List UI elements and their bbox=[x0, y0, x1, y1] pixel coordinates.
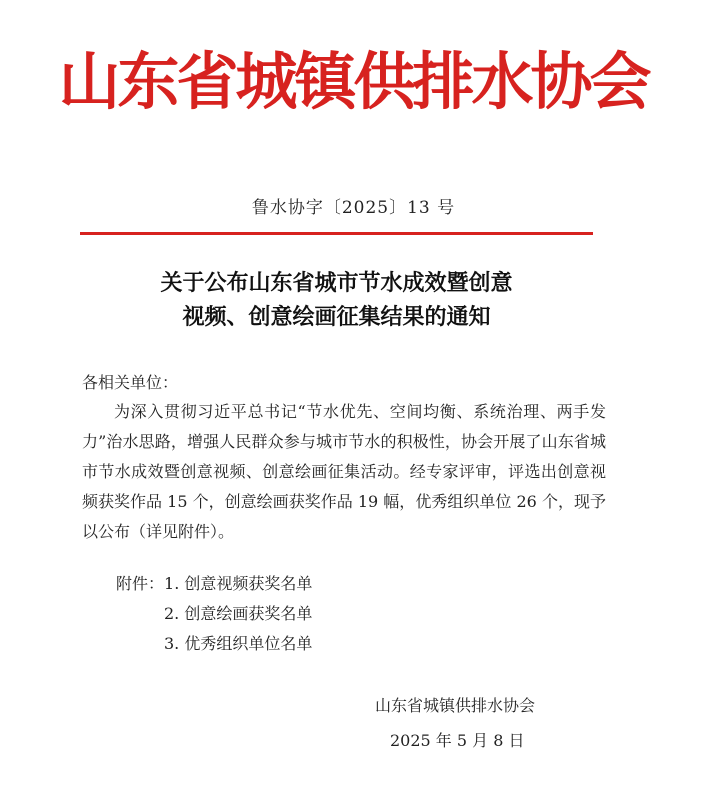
title-line-2: 视频、创意绘画征集结果的通知 bbox=[182, 304, 491, 330]
signature-date: 2025 年 5 月 8 日 bbox=[390, 731, 525, 750]
attachments-list bbox=[116, 569, 312, 659]
body-paragraph: 为深入贯彻习近平总书记“节水优先、空间均衡、系统治理、两手发力”治水思路，增强人民群众参与城市节水的积极性，协会开展了山东省城市节水成效暨创意视频、创意绘画征集活动。经专家评审，评选出创意视频获奖作品 15 个，创意绘画获奖作品 19 幅，优秀组织单位 26 个，现予以公布（详见附件）。 bbox=[82, 402, 606, 541]
title-line-1: 关于公布山东省城市节水成效暨创意 bbox=[160, 270, 513, 296]
org-name-header: 山东省城镇供排水协会 bbox=[58, 45, 649, 118]
attachments-label: 附件： bbox=[116, 574, 165, 593]
document-title bbox=[80, 266, 593, 334]
red-divider-line bbox=[80, 232, 593, 235]
attachment-item-2: 2. 创意绘画获奖名单 bbox=[164, 604, 313, 623]
document-number: 鲁水协字〔2025〕13 号 bbox=[251, 198, 456, 218]
attachment-item bbox=[116, 629, 312, 659]
attachment-item-1: 1. 创意视频获奖名单 bbox=[164, 574, 313, 593]
salutation: 各相关单位： bbox=[82, 373, 179, 392]
attachment-item bbox=[116, 569, 312, 599]
attachment-item-3: 3. 优秀组织单位名单 bbox=[164, 634, 313, 653]
signature-org: 山东省城镇供排水协会 bbox=[375, 696, 536, 715]
attachment-item bbox=[116, 599, 312, 629]
